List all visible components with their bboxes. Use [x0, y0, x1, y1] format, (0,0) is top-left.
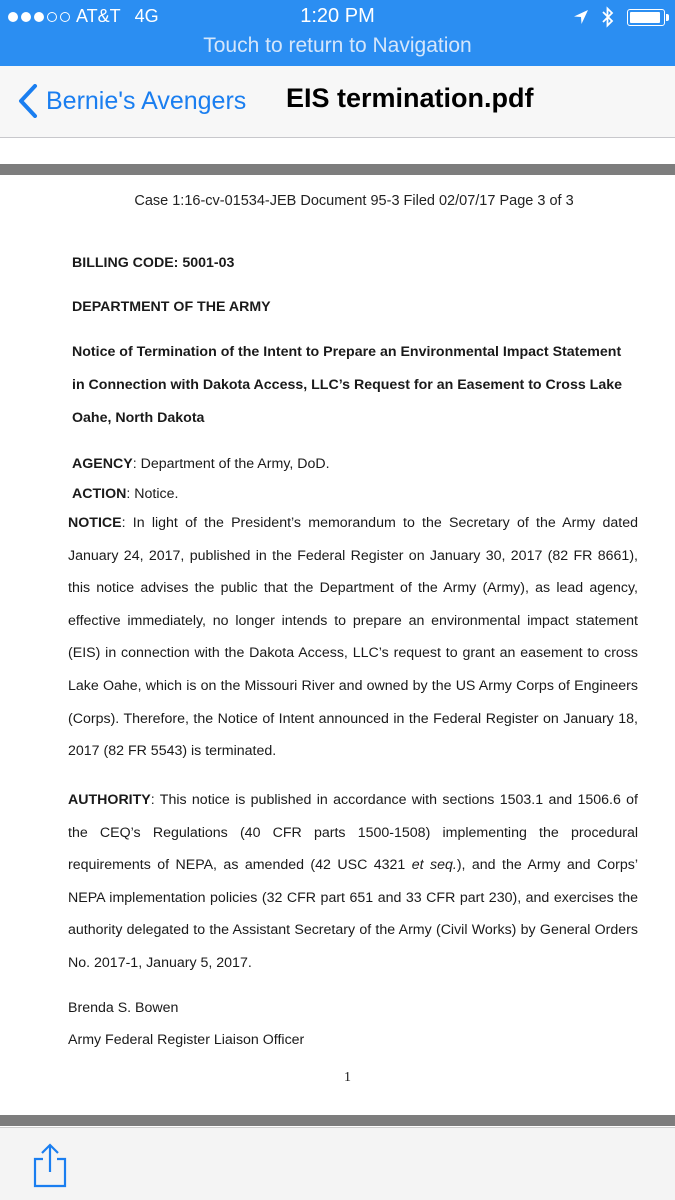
agency-label: AGENCY: [72, 456, 133, 472]
authority-label: AUTHORITY: [68, 792, 151, 808]
carrier-label: AT&T: [76, 6, 121, 26]
department-heading: DEPARTMENT OF THE ARMY: [72, 299, 271, 315]
authority-paragraph: [68, 784, 638, 980]
pdf-page[interactable]: [0, 177, 675, 1115]
agency-line: [72, 456, 330, 472]
page-separator: [0, 164, 675, 175]
case-header: Case 1:16-cv-01534-JEB Document 95-3 Filed 02/07/17 Page 3 of 3: [134, 193, 574, 209]
navigation-bar: [0, 66, 675, 138]
notice-paragraph: [68, 507, 638, 768]
notice-title-line: in Connection with Dakota Access, LLC’s Request for an Easement to Cross Lake: [72, 377, 623, 393]
page-separator: [0, 1115, 675, 1126]
share-icon: [30, 1142, 70, 1188]
signer-title: Army Federal Register Liaison Officer: [68, 1032, 305, 1048]
bluetooth-icon: [601, 6, 615, 28]
page-number: 1: [344, 1070, 351, 1085]
action-line: [72, 486, 178, 502]
bottom-toolbar: [0, 1127, 675, 1200]
location-arrow-icon: [573, 9, 589, 25]
notice-label: NOTICE: [68, 515, 122, 531]
authority-text: : This notice is published in accordance with sections 1503.1 and 1506.6 of the CEQ’s Regulations (40 CFR parts 1500-1508) implementing the procedural requirements of NEPA, as amended (42 USC 4321: [68, 792, 638, 874]
status-right: [573, 6, 665, 28]
share-button[interactable]: [30, 1142, 70, 1188]
battery-level: [630, 12, 660, 23]
notice-title-line: Notice of Termination of the Intent to Prepare an Environmental Impact Statement: [72, 344, 622, 360]
chevron-left-icon: [18, 84, 38, 118]
status-bar[interactable]: [0, 0, 675, 66]
clock: 1:20 PM: [300, 5, 375, 27]
authority-text-cont: ), and the Army and Corps’ NEPA implementation policies (32 CFR part 651 and 33 CFR part 230), and exercises the authority delegated to the Assistant Secretary of the Army (Civil Works) by General Orders No. 2017-1, January 5, 2017.: [68, 857, 638, 971]
back-button-label: Bernie's Avengers: [46, 86, 247, 115]
billing-code: BILLING CODE: 5001-03: [72, 255, 235, 271]
notice-text: : In light of the President’s memorandum to the Secretary of the Army dated January 24, 2017, published in the Federal Register on January 30, 2017 (82 FR 8661), this notice advises the public that the Department of the Army (Army), as lead agency, effective immediately, no longer intends to prepare an environmental impact statement (EIS) in connection with the Dakota Access, LLC’s request to grant an easement to cross Lake Oahe, which is on the Missouri River and owned by the US Army Corps of Engineers (Corps). Therefore, the Notice of Intent announced in the Federal Register on January 18, 2017 (82 FR 5543) is terminated.: [68, 515, 638, 760]
document-title: EIS termination.pdf: [286, 83, 534, 113]
action-text: : Notice.: [126, 486, 179, 502]
notice-title-line: Oahe, North Dakota: [72, 410, 205, 426]
agency-text: : Department of the Army, DoD.: [132, 456, 330, 472]
action-label: ACTION: [72, 486, 127, 502]
battery-icon: [627, 9, 665, 26]
network-type: 4G: [134, 6, 159, 26]
back-button[interactable]: [18, 84, 246, 118]
authority-italic: et seq.: [411, 857, 457, 874]
return-to-navigation-banner[interactable]: Touch to return to Navigation: [203, 34, 472, 57]
signer-name: Brenda S. Bowen: [68, 1000, 179, 1016]
